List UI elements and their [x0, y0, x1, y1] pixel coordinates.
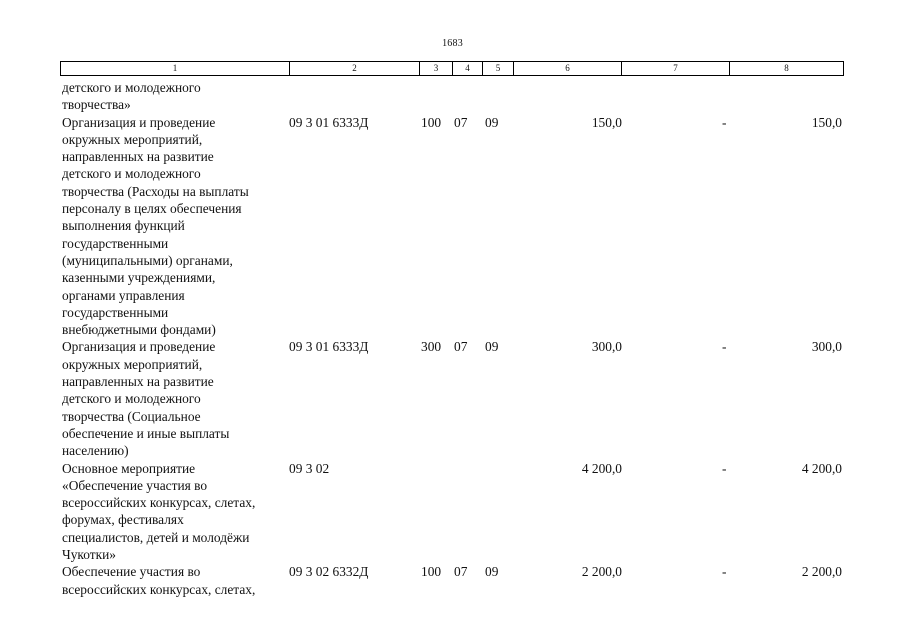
- page-number: 1683: [442, 38, 463, 49]
- description-line: государственными: [62, 304, 169, 320]
- description-line: (муниципальными) органами,: [62, 252, 233, 268]
- amount-col-8: 150,0: [811, 114, 842, 130]
- description-line: персоналу в целях обеспечения: [62, 201, 242, 217]
- description-line: специалистов, детей и молодёжи: [62, 529, 250, 545]
- description-line: детского и молодежного: [62, 391, 201, 407]
- subsection-code: 09: [485, 339, 499, 355]
- description-line: Обеспечение участия во: [62, 564, 201, 580]
- table-row: [60, 114, 844, 339]
- description-line: обеспечение и иные выплаты: [62, 425, 230, 441]
- description-line: казенными учреждениями,: [62, 270, 216, 286]
- amount-col-7: -: [722, 339, 727, 355]
- header-col-6: 6: [514, 62, 622, 75]
- description-line: всероссийских конкурсах, слетах,: [62, 581, 256, 597]
- table-row: [60, 563, 844, 598]
- description-line: творчества»: [62, 97, 131, 113]
- amount-col-7: -: [722, 564, 727, 580]
- description-line: Основное мероприятие: [62, 460, 196, 476]
- header-col-4: 4: [453, 62, 483, 75]
- description-line: Организация и проведение: [62, 114, 216, 130]
- amount-col-6: 150,0: [591, 114, 622, 130]
- header-col-3: 3: [420, 62, 453, 75]
- row-description: [60, 114, 288, 339]
- target-article-code: 09 3 01 6333Д: [289, 114, 369, 130]
- description-line: окружных мероприятий,: [62, 131, 203, 147]
- amount-col-7: -: [722, 460, 727, 476]
- description-line: детского и молодежного: [62, 80, 201, 95]
- target-article-code: 09 3 01 6333Д: [289, 339, 369, 355]
- table-header: [60, 61, 844, 76]
- header-col-8: 8: [784, 63, 789, 73]
- table-row: [60, 79, 844, 114]
- table-body: [60, 79, 844, 598]
- subsection-code: 09: [485, 564, 499, 580]
- target-article-code: 09 3 02: [289, 460, 330, 476]
- description-line: всероссийских конкурсах, слетах,: [62, 495, 256, 511]
- table-row: [60, 338, 844, 459]
- description-line: окружных мероприятий,: [62, 356, 203, 372]
- section-code: 07: [454, 114, 468, 130]
- header-col-1: 1: [61, 62, 290, 75]
- row-description: [60, 563, 288, 598]
- amount-col-7: -: [722, 114, 727, 130]
- description-line: направленных на развитие: [62, 374, 214, 390]
- amount-col-8: 2 200,0: [801, 564, 842, 580]
- expense-type-code: 300: [421, 339, 442, 355]
- amount-col-6: 4 200,0: [581, 460, 622, 476]
- section-code: 07: [454, 339, 468, 355]
- target-article-code: 09 3 02 6332Д: [289, 564, 369, 580]
- expense-type-code: 100: [421, 114, 442, 130]
- row-description: [60, 460, 288, 564]
- amount-col-6: 2 200,0: [581, 564, 622, 580]
- subsection-code: 09: [485, 114, 499, 130]
- description-line: Организация и проведение: [62, 339, 216, 355]
- description-line: творчества (Расходы на выплаты: [62, 183, 249, 199]
- amount-col-8: 4 200,0: [801, 460, 842, 476]
- description-line: государственными: [62, 235, 169, 251]
- description-line: детского и молодежного: [62, 166, 201, 182]
- description-line: населению): [62, 443, 129, 459]
- header-col-5: 5: [483, 62, 514, 75]
- amount-col-8: 300,0: [811, 339, 842, 355]
- expense-type-code: 100: [421, 564, 442, 580]
- row-description: [60, 338, 288, 459]
- description-line: выполнения функций: [62, 218, 185, 234]
- table-row: [60, 460, 844, 564]
- description-line: внебюджетными фондами): [62, 322, 216, 338]
- amount-col-6: 300,0: [591, 339, 622, 355]
- header-col-2: 2: [290, 62, 420, 75]
- description-line: форумах, фестивалях: [62, 512, 184, 528]
- description-line: органами управления: [62, 287, 185, 303]
- header-col-7: 7: [622, 62, 730, 75]
- description-line: «Обеспечение участия во: [62, 477, 208, 493]
- description-line: направленных на развитие: [62, 149, 214, 165]
- section-code: 07: [454, 564, 468, 580]
- description-line: творчества (Социальное: [62, 408, 201, 424]
- description-line: Чукотки»: [62, 547, 116, 563]
- row-description: [60, 79, 288, 114]
